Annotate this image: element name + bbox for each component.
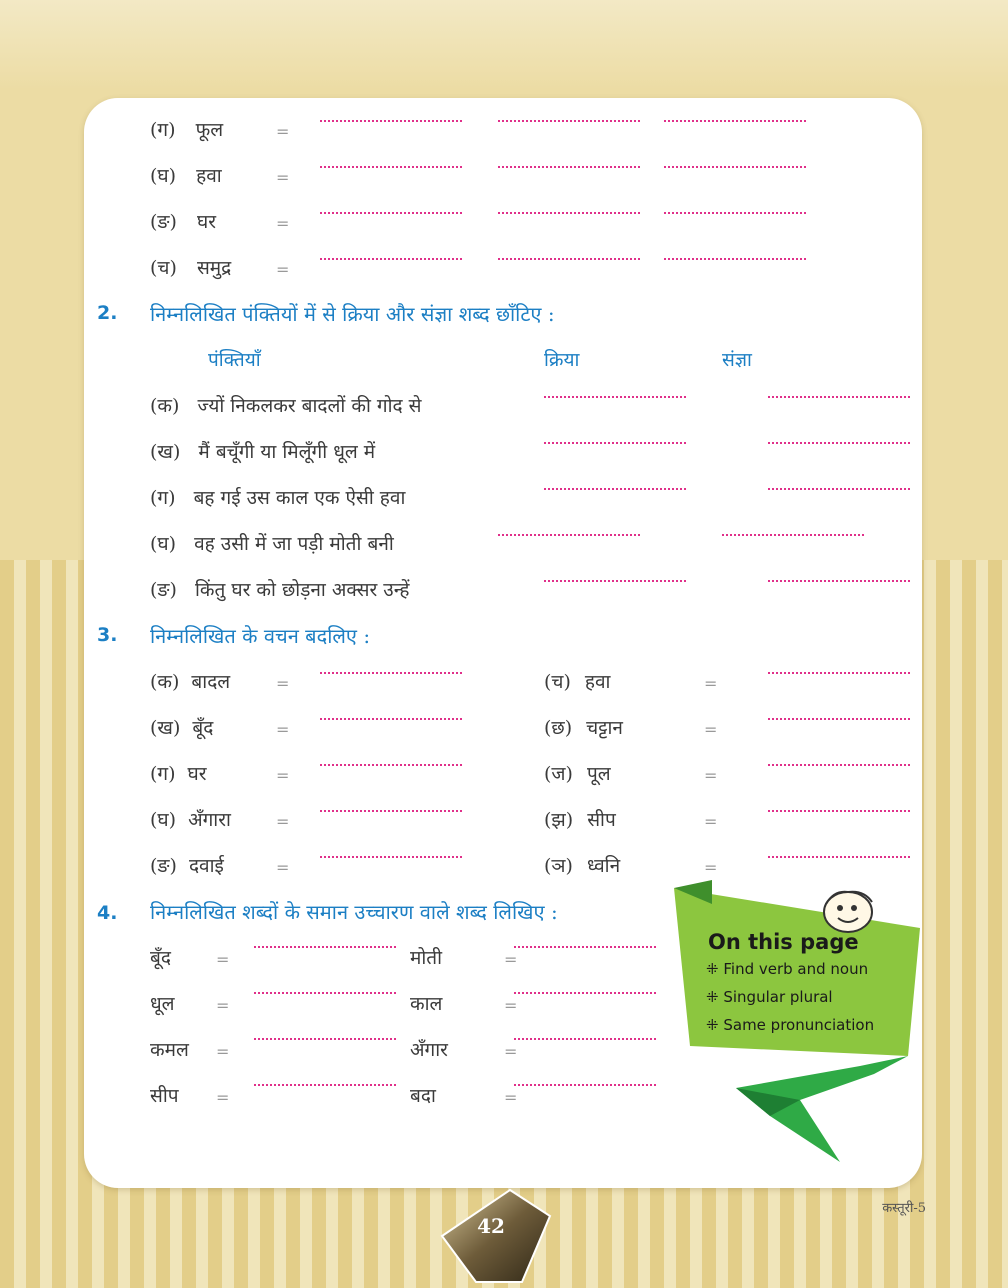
row-mark: (क) (150, 671, 180, 693)
equals-sign: = (504, 1088, 518, 1107)
equals-sign: = (216, 1042, 230, 1061)
row-mark: (ङ) (150, 579, 177, 601)
q4-left-word: बूँद (150, 947, 171, 969)
noun-blank[interactable] (722, 534, 864, 536)
equals-sign: = (216, 950, 230, 969)
question-number: 2. (97, 302, 118, 324)
answer-blank[interactable] (320, 718, 462, 720)
q4-left-word: धूल (150, 993, 175, 1015)
answer-blank[interactable] (768, 672, 910, 674)
equals-sign: = (276, 122, 290, 141)
column-head-lines: पंक्तियाँ (208, 349, 261, 371)
answer-blank[interactable] (254, 992, 396, 994)
answer-blank[interactable] (498, 212, 640, 214)
page-number: 42 (477, 1214, 505, 1238)
row-mark: (ग) (150, 487, 176, 509)
row-mark: (ख) (150, 441, 181, 463)
top-band (0, 0, 1008, 90)
answer-blank[interactable] (320, 672, 462, 674)
equals-sign: = (504, 950, 518, 969)
equals-sign: = (276, 260, 290, 279)
equals-sign: = (704, 674, 718, 693)
row-word: घर (196, 211, 216, 233)
row-text: बह गई उस काल एक ऐसी हवा (193, 487, 406, 509)
q3-right-row (544, 852, 620, 878)
answer-blank[interactable] (514, 946, 656, 948)
q4-left-word: कमल (150, 1039, 189, 1061)
q3-left-row (150, 714, 213, 740)
smiley-face-icon (818, 886, 882, 936)
question-title: निम्नलिखित के वचन बदलिए : (150, 624, 371, 648)
row-mark: (च) (150, 257, 177, 279)
answer-blank[interactable] (320, 212, 462, 214)
verb-blank[interactable] (544, 396, 686, 398)
column-head-noun: संज्ञा (722, 349, 752, 371)
verb-blank[interactable] (544, 488, 686, 490)
row-text: ज्यों निकलकर बादलों की गोद से (197, 395, 422, 417)
row-mark: (घ) (150, 165, 177, 187)
row-mark: (ङ) (150, 211, 177, 233)
row-mark: (झ) (544, 809, 574, 831)
answer-blank[interactable] (768, 718, 910, 720)
answer-blank[interactable] (664, 166, 806, 168)
row-mark: (ञ) (544, 855, 573, 877)
noun-blank[interactable] (768, 488, 910, 490)
question-number: 3. (97, 624, 118, 646)
row-mark: (ङ) (150, 855, 177, 877)
verb-blank[interactable] (498, 534, 640, 536)
row-mark: (च) (544, 671, 571, 693)
answer-blank[interactable] (254, 1084, 396, 1086)
q4-right-word: मोती (410, 947, 443, 969)
on-this-page-item (706, 988, 833, 1006)
row-mark: (ज) (544, 763, 573, 785)
book-name: कस्तूरी-5 (882, 1201, 926, 1216)
bullet-icon: ⁜ (706, 988, 719, 1006)
equals-sign: = (504, 996, 518, 1015)
row-word: दवाई (188, 855, 224, 877)
bullet-icon: ⁜ (706, 1016, 719, 1034)
equals-sign: = (276, 674, 290, 693)
answer-blank[interactable] (498, 166, 640, 168)
row-mark: (घ) (150, 533, 177, 555)
row-word: फूल (195, 119, 224, 141)
answer-blank[interactable] (664, 212, 806, 214)
q3-left-row (150, 760, 207, 786)
item-label: Same pronunciation (723, 1016, 875, 1034)
row-word: चट्टान (586, 717, 623, 739)
row-mark: (ग) (150, 763, 176, 785)
row-text: मैं बचूँगी या मिलूँगी धूल में (198, 441, 376, 463)
verb-blank[interactable] (544, 580, 686, 582)
question-title: निम्नलिखित पंक्तियों में से क्रिया और संज्ञा शब्द छाँटिए : (150, 302, 555, 326)
q4-right-word: बदा (410, 1085, 436, 1107)
q2-row (150, 576, 409, 602)
equals-sign: = (276, 766, 290, 785)
answer-blank[interactable] (320, 166, 462, 168)
on-this-page-item (706, 960, 868, 978)
equals-sign: = (704, 858, 718, 877)
on-this-page-title: On this page (708, 930, 859, 954)
row-word: सीप (587, 809, 616, 831)
q3-right-row (544, 714, 623, 740)
answer-blank[interactable] (254, 946, 396, 948)
q4-right-word: काल (410, 993, 443, 1015)
q1-row (150, 208, 216, 234)
row-word: हवा (196, 165, 222, 187)
row-mark: (घ) (150, 809, 177, 831)
q3-left-row (150, 668, 230, 694)
answer-blank[interactable] (768, 810, 910, 812)
answer-blank[interactable] (498, 120, 640, 122)
equals-sign: = (276, 720, 290, 739)
equals-sign: = (276, 214, 290, 233)
q2-row (150, 484, 405, 510)
equals-sign: = (276, 858, 290, 877)
page-number-badge (436, 1186, 566, 1286)
row-word: बादल (191, 671, 231, 693)
noun-blank[interactable] (768, 442, 910, 444)
equals-sign: = (276, 812, 290, 831)
noun-blank[interactable] (768, 580, 910, 582)
question-title: निम्नलिखित शब्दों के समान उच्चारण वाले शब्द लिखिए : (150, 900, 558, 924)
on-this-page-item (706, 1016, 874, 1034)
equals-sign: = (704, 720, 718, 739)
q3-left-row (150, 806, 231, 832)
item-label: Singular plural (723, 988, 833, 1006)
answer-blank[interactable] (514, 992, 656, 994)
equals-sign: = (504, 1042, 518, 1061)
row-word: हवा (584, 671, 611, 693)
q3-right-row (544, 668, 610, 694)
row-text: किंतु घर को छोड़ना अक्सर उन्हें (194, 579, 410, 601)
q1-row (150, 162, 222, 188)
equals-sign: = (704, 766, 718, 785)
equals-sign: = (216, 1088, 230, 1107)
row-mark: (क) (150, 395, 180, 417)
row-word: समुद्र (196, 257, 232, 279)
answer-blank[interactable] (664, 258, 806, 260)
answer-blank[interactable] (320, 856, 462, 858)
equals-sign: = (276, 168, 290, 187)
answer-blank[interactable] (254, 1038, 396, 1040)
answer-blank[interactable] (514, 1084, 656, 1086)
row-word: अँगारा (188, 809, 231, 831)
q2-row (150, 392, 422, 418)
row-word: ध्वनि (586, 855, 621, 877)
answer-blank[interactable] (320, 764, 462, 766)
q4-right-word: अँगार (410, 1039, 448, 1061)
row-mark: (छ) (544, 717, 573, 739)
column-head-verb: क्रिया (544, 349, 580, 371)
answer-blank[interactable] (664, 120, 806, 122)
equals-sign: = (704, 812, 718, 831)
q2-row (150, 438, 375, 464)
q4-left-word: सीप (150, 1085, 179, 1107)
answer-blank[interactable] (320, 120, 462, 122)
row-word: घर (187, 763, 207, 785)
q3-right-row (544, 760, 611, 786)
verb-blank[interactable] (544, 442, 686, 444)
equals-sign: = (216, 996, 230, 1015)
answer-blank[interactable] (320, 258, 462, 260)
answer-blank[interactable] (768, 856, 910, 858)
q2-row (150, 530, 394, 556)
q3-right-row (544, 806, 616, 832)
item-label: Find verb and noun (723, 960, 869, 978)
answer-blank[interactable] (498, 258, 640, 260)
row-word: पूल (586, 763, 611, 785)
question-number: 4. (97, 902, 118, 924)
bullet-icon: ⁜ (706, 960, 719, 978)
q1-row (150, 254, 231, 280)
q3-left-row (150, 852, 224, 878)
row-mark: (ख) (150, 717, 181, 739)
q1-row (150, 116, 223, 142)
noun-blank[interactable] (768, 396, 910, 398)
answer-blank[interactable] (514, 1038, 656, 1040)
answer-blank[interactable] (768, 764, 910, 766)
row-word: बूँद (192, 717, 214, 739)
row-mark: (ग) (150, 119, 176, 141)
answer-blank[interactable] (320, 810, 462, 812)
row-text: वह उसी में जा पड़ी मोती बनी (194, 533, 394, 555)
